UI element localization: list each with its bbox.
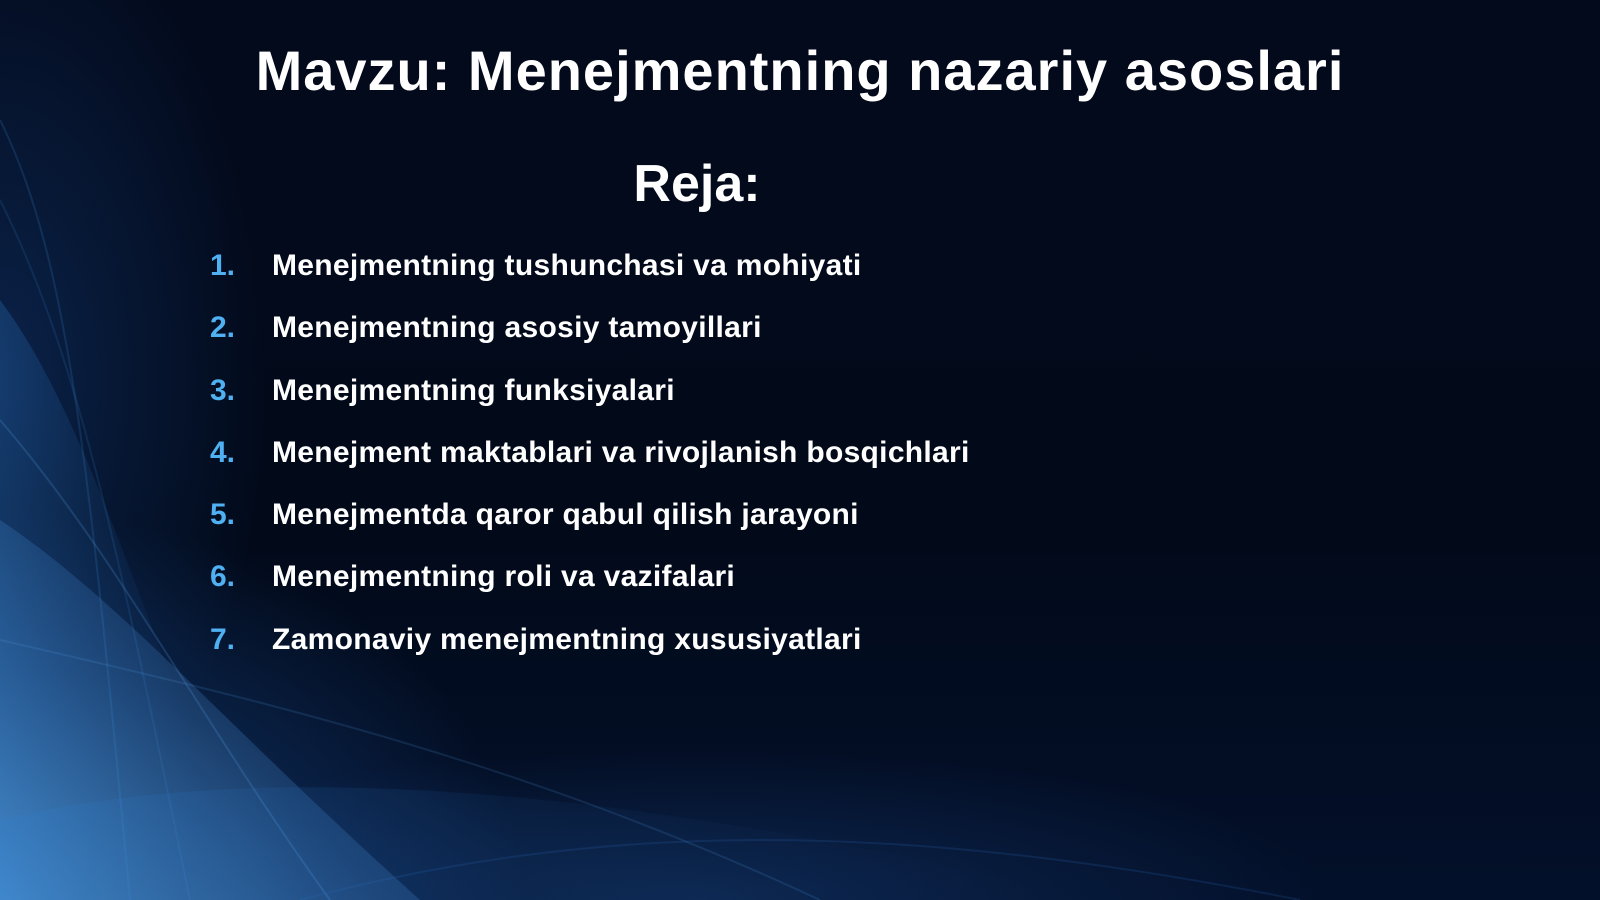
plan-item-number: 1. (210, 249, 236, 282)
plan-item (210, 309, 970, 371)
plan-item-text: Menejmentning asosiy tamoyillari (272, 311, 762, 345)
plan-item-text: Menejmentning roli va vazifalari (272, 560, 736, 594)
plan-item-number: 5. (210, 498, 236, 532)
plan-item (210, 558, 970, 620)
plan-item-number: 3. (210, 373, 236, 407)
plan-item-text: Menejment maktablari va rivojlanish bosqichlari (272, 435, 970, 469)
slide-subtitle: Reja: (633, 155, 761, 213)
plan-item-text: Menejmentning funksiyalari (272, 373, 675, 407)
plan-item-number: 6. (210, 560, 236, 594)
plan-item-text: Zamonaviy menejmentning xususiyatlari (272, 622, 862, 656)
plan-item (210, 372, 970, 434)
plan-item-text: Menejmentda qaror qabul qilish jarayoni (272, 498, 859, 532)
plan-item (210, 434, 970, 496)
plan-item-text: Menejmentning tushunchasi va mohiyati (272, 249, 862, 282)
plan-item (210, 496, 970, 558)
plan-list (210, 247, 970, 683)
plan-item (210, 247, 970, 309)
plan-item (210, 621, 970, 683)
slide-title: Mavzu: Menejmentning nazariy asoslari (255, 39, 1345, 102)
plan-item-number: 4. (210, 435, 236, 469)
plan-item-number: 7. (210, 622, 236, 656)
plan-item-number: 2. (210, 311, 236, 345)
